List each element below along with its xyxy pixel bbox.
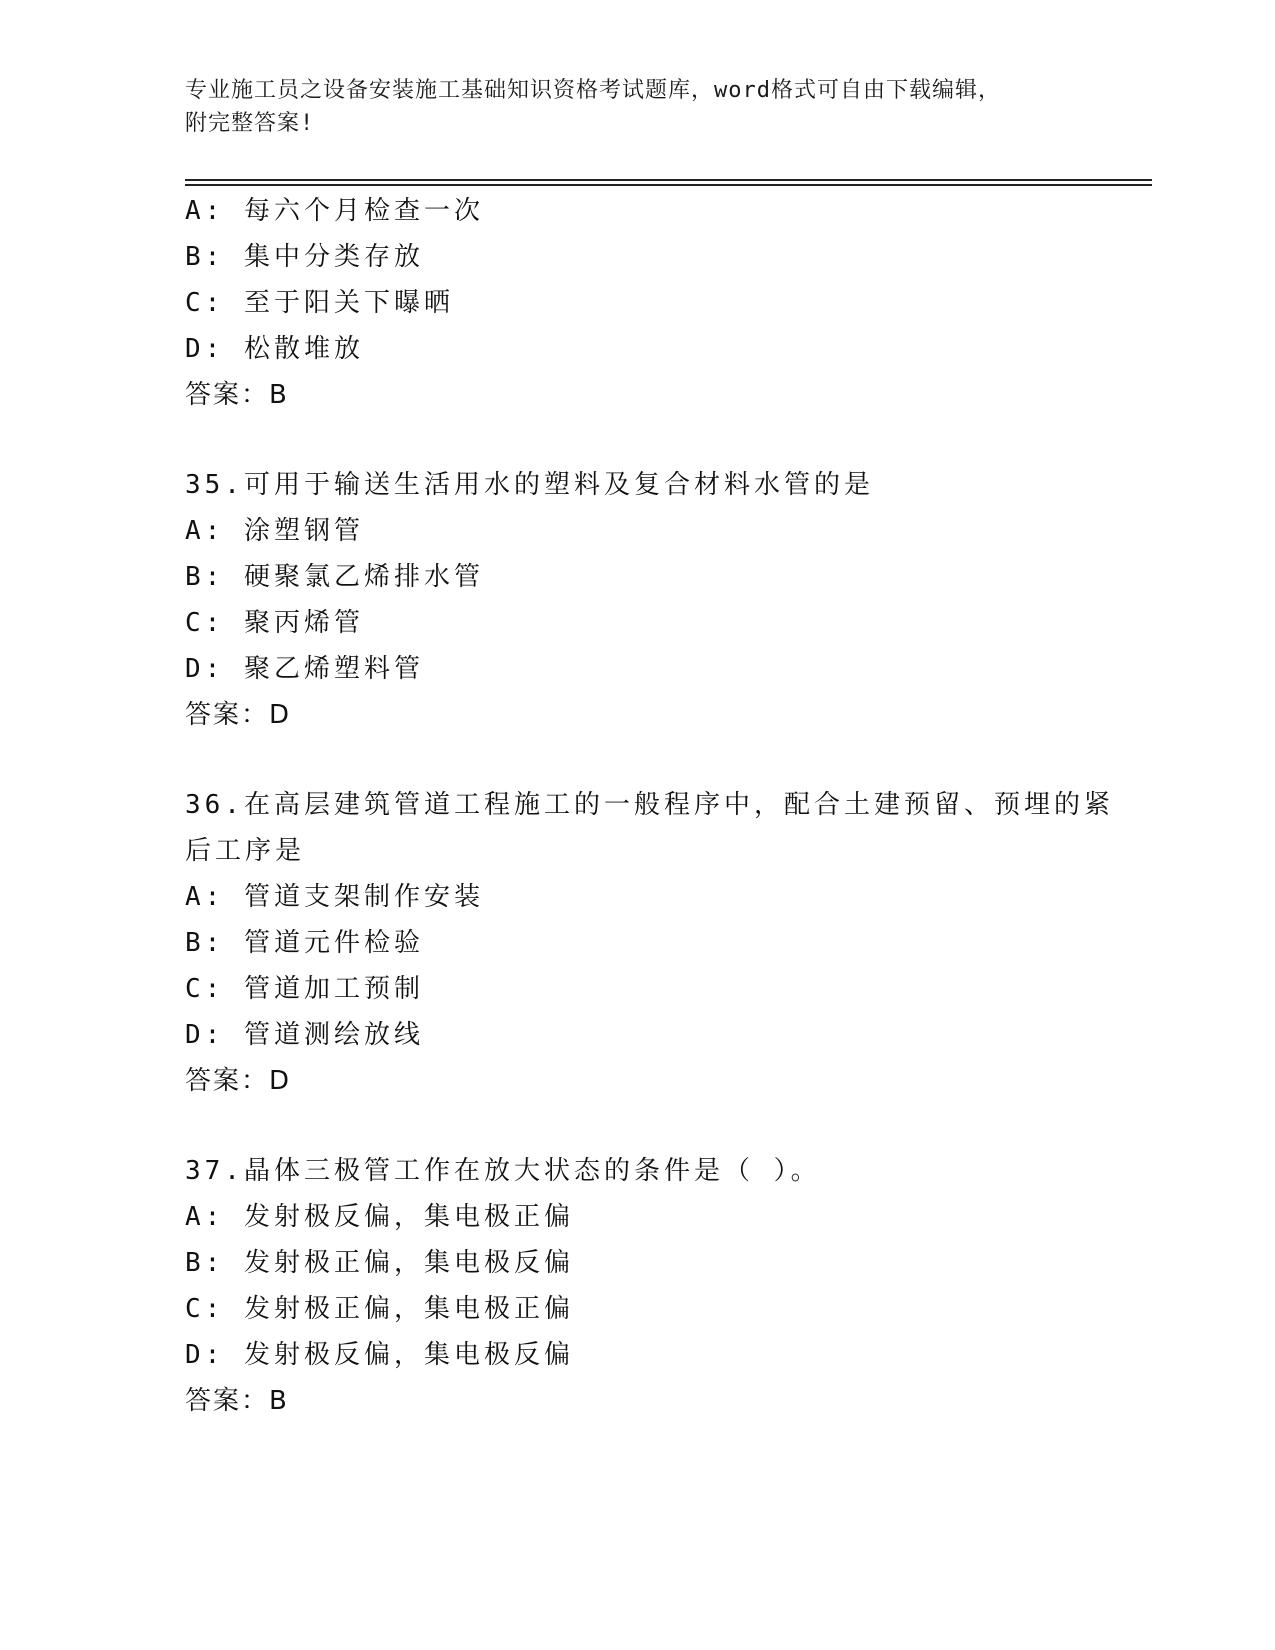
- option-a: A: 发射极反偏，集电极正偏: [185, 1202, 574, 1232]
- header-line-2: 附完整答案!: [185, 111, 315, 136]
- question-block-35: [185, 462, 1145, 738]
- option-c: C: 管道加工预制: [185, 974, 424, 1004]
- option-a: A: 管道支架制作安装: [185, 882, 484, 912]
- header-line-1: 专业施工员之设备安装施工基础知识资格考试题库，word格式可自由下载编辑，: [185, 78, 1001, 103]
- question-block-37: [185, 1148, 1145, 1424]
- option-c: C: 聚丙烯管: [185, 608, 364, 638]
- question-text: 36.在高层建筑管道工程施工的一般程序中，配合土建预留、预埋的紧: [185, 790, 1114, 820]
- answer-line: 答案：D: [185, 700, 292, 730]
- header-divider-bottom: [185, 184, 1152, 186]
- question-text: 35.可用于输送生活用水的塑料及复合材料水管的是: [185, 470, 874, 500]
- option-d: D: 松散堆放: [185, 334, 364, 364]
- document-header: [185, 74, 1085, 140]
- option-b: B: 发射极正偏，集电极反偏: [185, 1248, 574, 1278]
- answer-line: 答案：D: [185, 1066, 292, 1096]
- question-list: [185, 188, 1145, 1424]
- option-a: A: 每六个月检查一次: [185, 196, 484, 226]
- question-block-34: [185, 188, 1145, 418]
- header-divider-top: [185, 179, 1152, 181]
- option-b: B: 管道元件检验: [185, 928, 424, 958]
- question-text-continued: 后工序是: [185, 836, 306, 866]
- option-c: C: 至于阳关下曝晒: [185, 288, 454, 318]
- question-block-36: [185, 782, 1145, 1104]
- option-a: A: 涂塑钢管: [185, 516, 364, 546]
- answer-line: 答案：B: [185, 380, 289, 410]
- answer-line: 答案：B: [185, 1386, 289, 1416]
- option-b: B: 硬聚氯乙烯排水管: [185, 562, 484, 592]
- option-b: B: 集中分类存放: [185, 242, 424, 272]
- option-c: C: 发射极正偏，集电极正偏: [185, 1294, 574, 1324]
- option-d: D: 聚乙烯塑料管: [185, 654, 424, 684]
- option-d: D: 发射极反偏，集电极反偏: [185, 1340, 574, 1370]
- question-text: 37.晶体三极管工作在放大状态的条件是（ ）。: [185, 1156, 821, 1186]
- option-d: D: 管道测绘放线: [185, 1020, 424, 1050]
